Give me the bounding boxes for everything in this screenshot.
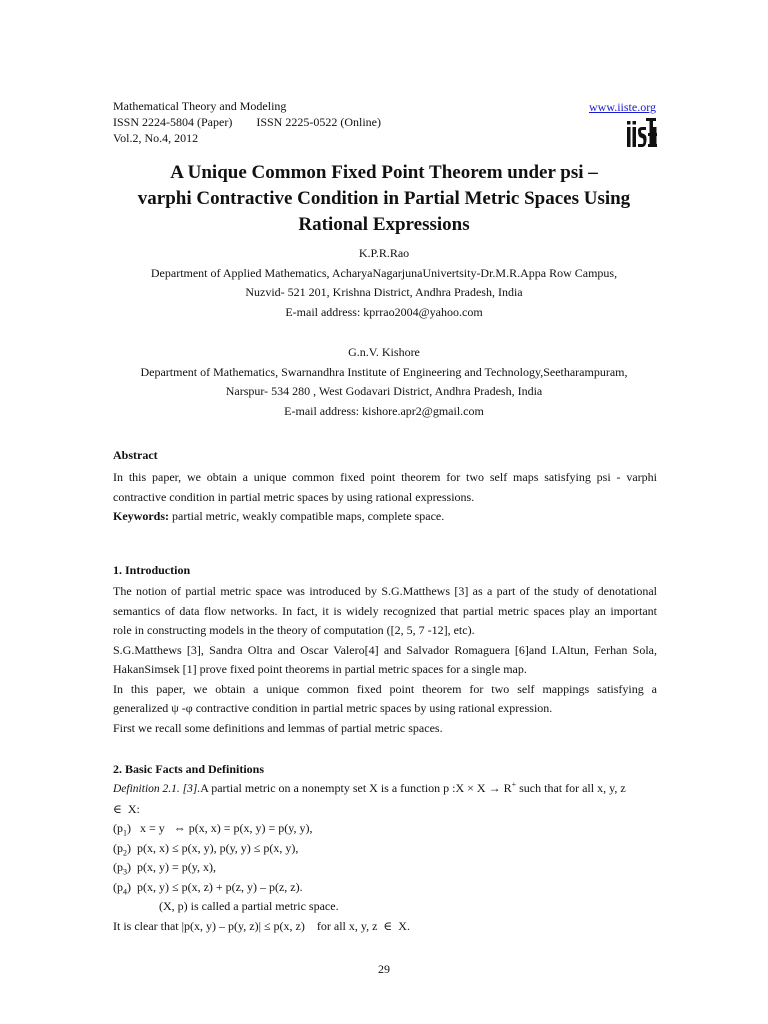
intro-heading: 1. Introduction xyxy=(113,563,191,577)
abstract-body xyxy=(113,468,657,527)
property-p4: $(p_4)$ p(x, y) ≤ p(x, z) + p(z, y) – p(z, z). xyxy=(113,879,303,896)
p4-subscript: 4 xyxy=(123,886,127,896)
keywords-text: partial metric, weakly compatible maps, complete space. xyxy=(169,509,445,523)
author-2-block xyxy=(100,343,668,421)
partial-metric-space-line: (X, p) is called a partial metric space. xyxy=(159,899,339,913)
title-line-2: varphi Contractive Condition in Partial Metric Spaces Using xyxy=(137,188,631,209)
basics-heading: 2. Basic Facts and Definitions xyxy=(113,762,265,776)
issn-online: ISSN 2225-0522 (Online) xyxy=(256,115,381,129)
intro-line-8: First we recall some definitions and lemmas of partial metric spaces. xyxy=(113,720,443,735)
property-p1: $(p_1) x = y$ ⇔ p(x, x) = p(x, y) = p(y, y), xyxy=(113,821,313,838)
intro-body xyxy=(113,582,657,738)
iiste-logo xyxy=(627,117,657,149)
definition-superscript: + xyxy=(511,780,517,789)
issn-paper: ISSN 2224-5804 (Paper) xyxy=(113,115,233,129)
issn-line xyxy=(113,115,381,131)
property-p3: $(p_3)$ p(x, y) = p(y, x), xyxy=(113,860,216,877)
triangle-inequality-line: It is clear that |p(x, y) – p(y, z)| ≤ p(x, z) for all x, y, z ∈ X. xyxy=(113,918,410,933)
volume-info: Vol.2, No.4, 2012 xyxy=(113,131,199,145)
p2-subscript: 2 xyxy=(123,847,127,857)
keywords-label: Keywords: xyxy=(113,509,169,523)
website-link[interactable]: www.iiste.org xyxy=(589,100,656,114)
p4-text: ) p(x, y) ≤ p(x, z) + p(z, y) – p(z, z). xyxy=(127,879,303,894)
author-2-email: E-mail address: kishore.apr2@gmail.com xyxy=(284,403,484,418)
intro-line-2: semantics of data flow networks. In fact, it is widely recognized that partial metric spaces play an important xyxy=(113,603,657,618)
author-1-affiliation-2: Nuzvid- 521 201, Krishna District, Andhra Pradesh, India xyxy=(245,285,523,299)
p2-label: p xyxy=(117,840,123,855)
abstract-line-1: In this paper, we obtain a unique common fixed point theorem for two self maps satisfying psi - varphi xyxy=(113,470,657,484)
abstract-line-2: contractive condition in partial metric spaces by using rational expressions. xyxy=(113,489,475,504)
definition-text-2: such that for all x, y, z xyxy=(516,781,626,795)
abstract-heading: Abstract xyxy=(113,448,158,462)
author-2-name: G.n.V. Kishore xyxy=(348,345,420,359)
journal-name: Mathematical Theory and Modeling xyxy=(113,99,287,113)
intro-line-7: generalized ψ -φ contractive condition in partial metric spaces by using rational expression. xyxy=(113,701,553,715)
p1-label: p xyxy=(117,821,123,835)
p4-label: p xyxy=(117,879,123,894)
p3-subscript: 3 xyxy=(123,867,127,877)
intro-line-1: The notion of partial metric space was introduced by S.G.Matthews [3] as a part of the study of denotational xyxy=(113,584,657,598)
p2-text: ) p(x, x) ≤ p(x, y), p(y, y) ≤ p(x, y), xyxy=(127,840,299,855)
author-1-email: E-mail address: kprrao2004@yahoo.com xyxy=(285,304,483,319)
author-2-affiliation-1: Department of Mathematics, Swarnandhra Institute of Engineering and Technology,Seetharampuram, xyxy=(140,364,628,379)
author-2-affiliation-2: Narspur- 534 280 , West Godavari District, Andhra Pradesh, India xyxy=(225,384,543,398)
author-1-name: K.P.R.Rao xyxy=(358,246,410,260)
page-number: 29 xyxy=(378,962,390,976)
property-p2: $(p_2)$ p(x, x) ≤ p(x, y), p(y, y) ≤ p(x, y), xyxy=(113,840,299,857)
intro-line-4: S.G.Matthews [3], Sandra Oltra and Oscar Valero[4] and Salvador Romaguera [6]and I.Altun, Ferhan Sola, xyxy=(113,642,657,657)
author-1-affiliation-1: Department of Applied Mathematics, AcharyaNagarjunaUnivertsity-Dr.M.R.Appa Row Campus, xyxy=(150,265,618,280)
p1-subscript: 1 xyxy=(123,828,127,838)
paper-title xyxy=(110,160,658,238)
intro-line-5: HakanSimsek [1] prove fixed point theorems in partial metric spaces for a single map. xyxy=(113,662,527,676)
definition-line-2: ∈ X: xyxy=(113,801,140,816)
intro-line-6: In this paper, we obtain a unique common fixed point theorem for two self mappings satisfying a xyxy=(113,681,657,696)
keywords-line xyxy=(113,507,657,527)
definition-line-1 xyxy=(113,779,657,800)
title-line-3: Rational Expressions xyxy=(298,214,470,235)
author-1-block xyxy=(100,244,668,322)
p3-text: ) p(x, y) = p(y, x), xyxy=(127,860,216,874)
basics-body xyxy=(113,779,657,936)
title-line-1: A Unique Common Fixed Point Theorem under psi – xyxy=(170,162,598,183)
p1-text: ) x = y ⇔ p(x, x) = p(x, y) = p(y, y), xyxy=(127,821,313,835)
intro-line-3: role in constructing models in the theory of computation ([2, 5, 7 -12], etc). xyxy=(113,623,475,637)
definition-text: A partial metric on a nonempty set X is a function p :X × X → R xyxy=(200,781,512,795)
definition-label: Definition 2.1. [3]. xyxy=(113,783,201,795)
p3-label: p xyxy=(117,860,123,874)
